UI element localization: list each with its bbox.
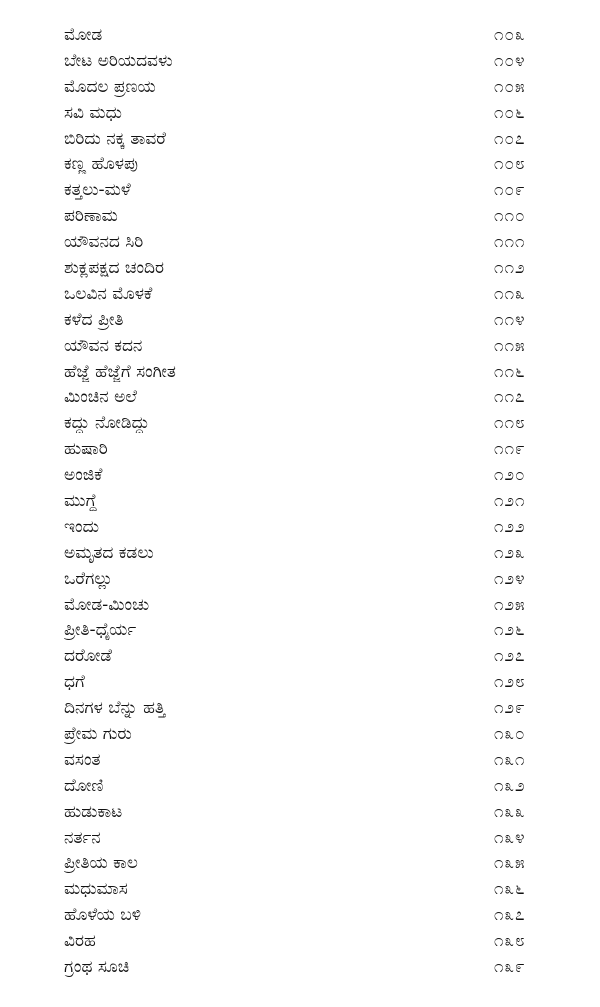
entry-title: ಮಧುಮಾಸ (64, 879, 128, 900)
entry-title: ಪ್ರೀತಿಯ ಕಾಲ (64, 853, 138, 874)
toc-entry (64, 229, 574, 255)
entry-page-number: ೧೧೪ (494, 309, 526, 330)
toc-entry (64, 592, 574, 618)
entry-title: ದರೋಡೆ (64, 646, 112, 667)
entry-page-number: ೧೩೨ (494, 775, 526, 796)
toc-entry (64, 514, 574, 540)
entry-page-number: ೧೨೬ (494, 620, 526, 641)
entry-title: ಇಂದು (64, 516, 99, 537)
toc-entry (64, 747, 574, 773)
entry-title: ಹುಡುಕಾಟ (64, 801, 123, 822)
entry-title: ಕಳೆದ ಪ್ರೀತಿ (64, 309, 124, 330)
toc-entry (64, 126, 574, 152)
toc-entry (64, 799, 574, 825)
toc-entry (64, 695, 574, 721)
entry-title: ಮುಗ್ಧೆ (64, 490, 97, 511)
toc-entry (64, 22, 574, 48)
entry-title: ದಿನಗಳ ಬೆನ್ನು ಹತ್ತಿ (64, 698, 166, 719)
entry-title: ಕದ್ದು ನೋಡಿದ್ದು (64, 413, 150, 434)
entry-page-number: ೧೧೦ (494, 206, 526, 227)
entry-title: ಹೊಳೆಯ ಬಳಿ (64, 905, 142, 926)
toc-entry (64, 902, 574, 928)
entry-page-number: ೧೧೨ (494, 257, 526, 278)
toc-entry (64, 617, 574, 643)
toc-entry (64, 669, 574, 695)
entry-page-number: ೧೧೬ (494, 361, 526, 382)
entry-page-number: ೧೩೫ (494, 853, 526, 874)
entry-title: ಹುಷಾರಿ (64, 439, 108, 460)
entry-title: ಪ್ರೀತಿ-ಧೈರ್ಯ (64, 620, 137, 641)
toc-entry (64, 177, 574, 203)
toc-entry (64, 773, 574, 799)
entry-title: ಮಿಂಚಿನ ಅಲೆ (64, 387, 137, 408)
toc-entry (64, 410, 574, 436)
entry-page-number: ೧೨೯ (494, 698, 526, 719)
entry-page-number: ೧೨೮ (494, 672, 526, 693)
entry-page-number: ೧೨೧ (494, 490, 526, 511)
entry-title: ಮೋಡ (64, 24, 103, 45)
entry-page-number: ೧೧೧ (494, 232, 526, 253)
entry-page-number: ೧೦೭ (494, 128, 526, 149)
entry-title: ಅಮೃತದ ಕಡಲು (64, 542, 154, 563)
entry-title: ಯೌವನ ಕದನ (64, 335, 143, 356)
toc-entry (64, 203, 574, 229)
entry-page-number: ೧೩೯ (494, 957, 526, 977)
entry-page-number: ೧೩೭ (494, 905, 526, 926)
entry-title: ಬಿರಿದು ನಕ್ಕ ತಾವರೆ (64, 128, 166, 149)
toc-entry (64, 540, 574, 566)
toc-entry (64, 100, 574, 126)
toc-entry (64, 954, 574, 980)
entry-page-number: ೧೦೯ (494, 180, 526, 201)
toc-entry (64, 255, 574, 281)
entry-page-number: ೧೨೩ (494, 542, 526, 563)
entry-page-number: ೧೧೭ (494, 387, 526, 408)
entry-page-number: ೧೧೩ (494, 283, 526, 304)
entry-page-number: ೧೩೩ (494, 801, 526, 822)
entry-page-number: ೧೩೦ (494, 723, 526, 744)
entry-title: ವಿರಹ (64, 931, 96, 952)
entry-title: ಒರೆಗಲ್ಲು (64, 568, 113, 589)
toc-entry (64, 488, 574, 514)
entry-title: ಮೋಡ-ಮಿಂಚು (64, 594, 150, 615)
entry-title: ಯೌವನದ ಸಿರಿ (64, 232, 144, 253)
toc-entry (64, 151, 574, 177)
entry-page-number: ೧೦೩ (494, 24, 526, 45)
entry-title: ಧಗೆ (64, 672, 85, 693)
entry-page-number: ೧೩೬ (494, 879, 526, 900)
toc-entry (64, 281, 574, 307)
entry-page-number: ೧೨೨ (494, 516, 526, 537)
entry-title: ಮೊದಲ ಪ್ರಣಯ (64, 76, 156, 97)
entry-title: ಬೇಟ ಅರಿಯದವಳು (64, 50, 173, 71)
entry-page-number: ೧೧೫ (494, 335, 526, 356)
toc-entry (64, 721, 574, 747)
entry-title: ಒಲವಿನ ಮೊಳಕೆ (64, 283, 153, 304)
toc-entry (64, 74, 574, 100)
entry-page-number: ೧೨೫ (494, 594, 526, 615)
toc-entry (64, 851, 574, 877)
toc-entry (64, 643, 574, 669)
toc-entry (64, 462, 574, 488)
entry-title: ಕತ್ತಲು-ಮಳೆ (64, 180, 131, 201)
entry-title: ದೋಣಿ (64, 775, 104, 796)
entry-title: ಹೆಜ್ಜೆ ಹೆಜ್ಜೆಗೆ ಸಂಗೀತ (64, 361, 176, 382)
toc-entry (64, 436, 574, 462)
entry-page-number: ೧೧೯ (494, 439, 526, 460)
toc-entry (64, 384, 574, 410)
entry-title: ಕಣ್ಣ ಹೊಳಪು (64, 154, 138, 175)
entry-page-number: ೧೨೪ (494, 568, 526, 589)
toc-entry (64, 928, 574, 954)
entry-page-number: ೧೦೬ (494, 102, 526, 123)
entry-title: ಪ್ರೇಮ ಗುರು (64, 723, 132, 744)
toc-entry (64, 825, 574, 851)
toc-entry (64, 48, 574, 74)
entry-page-number: ೧೩೧ (494, 749, 526, 770)
entry-page-number: ೧೦೮ (494, 154, 526, 175)
toc-entry (64, 566, 574, 592)
entry-page-number: ೧೨೭ (494, 646, 526, 667)
entry-title: ನರ್ತನ (64, 827, 101, 848)
entry-title: ವಸಂತ (64, 749, 101, 770)
toc-entry (64, 333, 574, 359)
toc-entry (64, 359, 574, 385)
entry-page-number: ೧೩೮ (494, 931, 526, 952)
entry-title: ಪರಿಣಾಮ (64, 206, 118, 227)
toc-entry (64, 876, 574, 902)
entry-page-number: ೧೦೫ (494, 76, 526, 97)
entry-title: ಅಂಜಿಕೆ (64, 465, 103, 486)
entry-page-number: ೧೧೮ (494, 413, 526, 434)
entry-page-number: ೧೨೦ (494, 465, 526, 486)
entry-title: ಶುಕ್ಲಪಕ್ಷದ ಚಂದಿರ (64, 257, 165, 278)
entry-title: ಸವಿ ಮಧು (64, 102, 122, 123)
entry-page-number: ೧೩೪ (494, 827, 526, 848)
toc-entry (64, 307, 574, 333)
table-of-contents (64, 22, 574, 980)
entry-title: ಗ್ರಂಥ ಸೂಚಿ (64, 957, 130, 977)
entry-page-number: ೧೦೪ (494, 50, 526, 71)
